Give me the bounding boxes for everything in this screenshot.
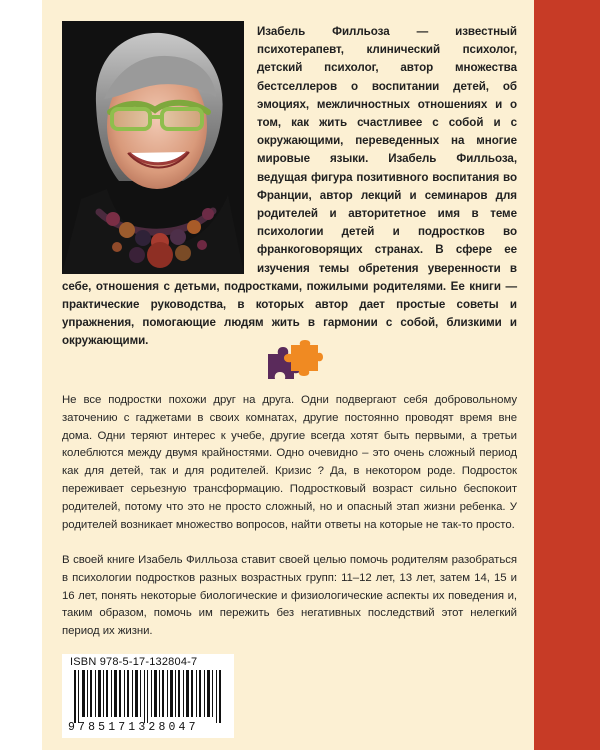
barcode-digits: 9785171328047	[68, 721, 199, 734]
book-description-paragraph-2: В своей книге Изабель Филльоза ставит своей целью помочь родителям разобраться в психологии подростков разных возрастных групп: 11–12 лет, 13 лет, затем 14, 15 и 16 лет, понять некоторые биологические и физиологические аспекты их поведения и, таким образом, помочь им пережить без негативных последствий этот нелегкий период их жизни.	[62, 554, 517, 638]
isbn-label: ISBN 978-5-17-132804-7	[70, 656, 198, 668]
author-biography-text: Изабель Филльоза — известный психотерапевт, клинический психолог, детский психолог, автор множества бестселлеров о воспитании детей, об эмоциях, межличностных отношениях и о том, как жить счастливее с собой и с окружающими, переведенных на многие мировые языки. Изабель Филльоза, ведущая фигура позитивного воспитания во Франции, автор лекций и семинаров для родителей и авторитетное имя в теме психологии детей и подростков во франкоговорящих странах. В сфере ее изучения темы обретения уверенности в себе, отношения с детьми, подростками, пожилыми родителями. Ее книги — практические руководства, в которых автор дает простые советы и упражнения, помогающие людям жить в гармонии с собой, близкими и окружающими.	[62, 25, 517, 348]
author-biography	[62, 23, 517, 351]
barcode-icon	[68, 670, 229, 723]
isbn-barcode-block	[62, 654, 234, 738]
puzzle-pieces-icon	[263, 340, 323, 384]
red-accent-strip	[534, 0, 600, 750]
book-description-paragraph-1: Не все подростки похожи друг на друга. Одни подвергают себя добровольному заточению с гаджетами в своих комнатах, другие постоянно проводят время вне дома. Одни теряют интерес к учебе, другие всегда хотят быть первыми, а третьи колеблются между двумя крайностями. Одно очевидно – это очень сложный период как для детей, так и для родителей. Кризис ? Да, в некотором роде. Подросток переживает серьезную трансформацию. Подростковый возраст сильно беспокоит родителей, потому что это не просто сложный, но и опасный этап жизни ребенка. У родителей возникает множество вопросов, найти ответы на которые не так-то просто.	[62, 394, 517, 531]
photo-text-wrap-spacer	[62, 23, 257, 277]
